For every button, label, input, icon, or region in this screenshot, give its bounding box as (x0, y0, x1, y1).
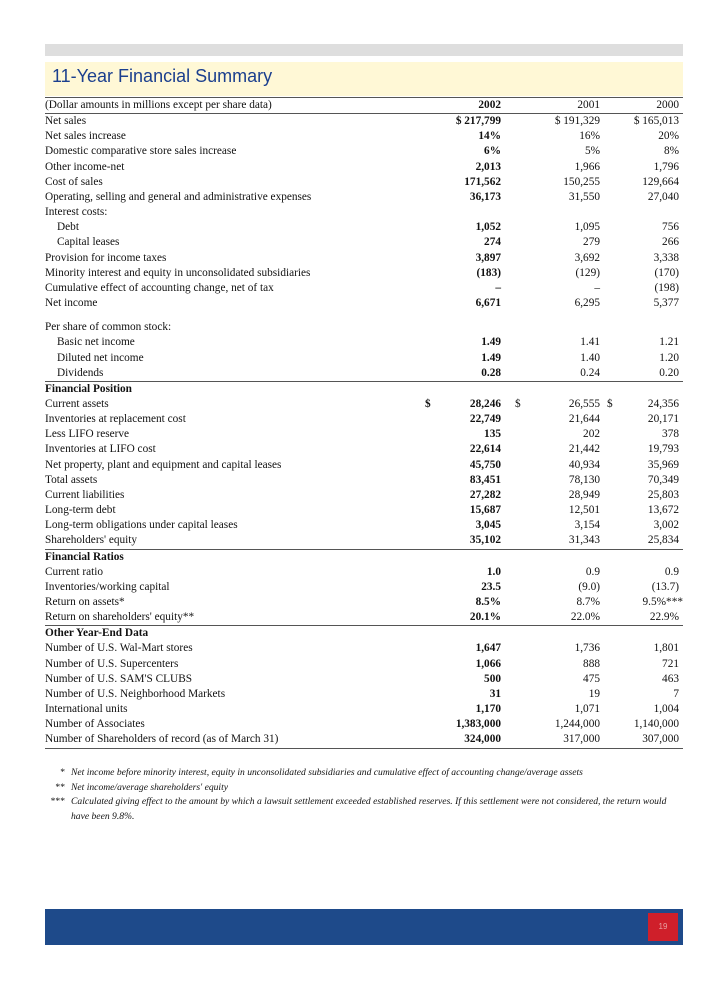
row-label: Long-term debt (45, 504, 116, 517)
value-2002: (183) (476, 266, 501, 279)
value-2000: 1,801 (653, 642, 679, 655)
table-row (45, 641, 683, 656)
value-2002: 35,102 (425, 533, 515, 549)
footnote-text: Calculated giving effect to the amount by which a lawsuit settlement exceeded established reserves. If this settlement were not considered, the return would have been 9.8%. (71, 796, 667, 822)
section-title: Financial Position (45, 382, 132, 395)
value-2000 (607, 397, 683, 412)
value-2000: 7 (673, 687, 679, 700)
value-2000: 0.20 (607, 366, 683, 382)
value-2002: 6,671 (475, 297, 501, 310)
value-2002: 1,170 (475, 703, 501, 716)
value-text: 24,356 (647, 397, 679, 410)
year-2000-header: 2000 (607, 98, 683, 114)
value-2000: 721 (662, 657, 679, 670)
value-2001: 28,949 (568, 488, 600, 501)
footnote-text: Net income/average shareholders' equity (71, 781, 229, 793)
value-2001 (515, 397, 607, 412)
row-label: Number of U.S. Wal-Mart stores (45, 642, 193, 655)
row-label: Return on shareholders' equity** (45, 610, 425, 626)
value-2002: 1.0 (486, 565, 501, 578)
value-2001: 0.9 (585, 565, 600, 578)
units-note: (Dollar amounts in millions except per share data) (45, 98, 425, 114)
value-2000: (13.7) (651, 580, 679, 593)
table-row (45, 175, 683, 190)
table-row (45, 266, 683, 281)
value-2000: 1,140,000 (633, 718, 679, 731)
table-row (45, 129, 683, 144)
dollar-sign: $ (607, 397, 613, 410)
table-row (45, 732, 683, 748)
row-label: Capital leases (57, 236, 120, 249)
value-2000: 27,040 (647, 190, 679, 203)
value-2001: 78,130 (568, 473, 600, 486)
value-2002: 2,013 (475, 160, 501, 173)
value-2000: 8% (663, 145, 679, 158)
section-header-row (45, 626, 683, 642)
value-2001: 1,071 (574, 703, 600, 716)
value-2002: 14% (478, 130, 501, 143)
table-row (45, 235, 683, 250)
table-row (45, 672, 683, 687)
section-title: Financial Ratios (45, 550, 124, 563)
spacer-row (45, 311, 683, 320)
value-2000: 463 (662, 672, 679, 685)
value-2001: 19 (588, 687, 600, 700)
table-row (45, 580, 683, 595)
value-2001: 22.0% (515, 610, 607, 626)
value-2001: 21,442 (568, 443, 600, 456)
value-2002: 23.5 (481, 580, 501, 593)
value-2002 (425, 397, 515, 412)
row-label: Net income (45, 297, 98, 310)
value-2002: 3,045 (475, 519, 501, 532)
financial-summary-table (45, 98, 683, 749)
value-2002: 3,897 (475, 251, 501, 264)
row-label: Current assets (45, 397, 109, 410)
value-2002: 171,562 (464, 175, 501, 188)
value-2000: 20,171 (647, 413, 679, 426)
section-header-row (45, 549, 683, 565)
year-2002-header: 2002 (425, 98, 515, 114)
table-row (45, 351, 683, 366)
row-label: Current ratio (45, 565, 104, 578)
value-2000: 266 (662, 236, 679, 249)
footnote (45, 795, 683, 824)
value-2002: 1,647 (475, 642, 501, 655)
row-label: Cost of sales (45, 175, 103, 188)
value-2002: 45,750 (469, 458, 501, 471)
page-title: 11-Year Financial Summary (52, 66, 273, 86)
value-2002: – (495, 281, 501, 294)
section-header-row (45, 381, 683, 397)
top-gray-bar (45, 44, 683, 56)
row-label: Current liabilities (45, 488, 125, 501)
value-2000: 0.9 (664, 565, 679, 578)
page-number: 19 (648, 913, 678, 941)
table-row (45, 320, 683, 335)
value-text: 28,246 (469, 397, 501, 410)
row-label: Other income-net (45, 160, 125, 173)
row-label: Net property, plant and equipment and capital leases (45, 458, 282, 471)
value-2001: 202 (583, 428, 600, 441)
table-row (45, 205, 683, 220)
table-row (45, 412, 683, 427)
table-row (45, 717, 683, 732)
value-2001: 40,934 (568, 458, 600, 471)
row-label: Basic net income (57, 336, 135, 349)
value-2002: 1,052 (475, 221, 501, 234)
footnote-mark: * (60, 767, 65, 778)
dollar-sign: $ (425, 397, 431, 410)
table-row (45, 657, 683, 672)
value-2000: 1.20 (659, 351, 679, 364)
value-2001: $ 191,329 (554, 115, 600, 128)
row-label: Net sales increase (45, 130, 126, 143)
value-2000: 20% (658, 130, 679, 143)
row-label: Operating, selling and general and administrative expenses (45, 190, 312, 203)
value-2001: (9.0) (578, 580, 600, 593)
table-row (45, 595, 683, 610)
row-label: Net sales (45, 115, 87, 128)
row-label: Provision for income taxes (45, 251, 167, 264)
row-label: Debt (57, 221, 79, 234)
footnote-text: Net income before minority interest, equity in unconsolidated subsidiaries and cumulative effect of accounting change/average assets (71, 767, 583, 778)
footnotes (45, 766, 683, 824)
value-2000: 25,803 (647, 488, 679, 501)
section-title: Other Year-End Data (45, 627, 149, 640)
table-row (45, 160, 683, 175)
value-2000: 70,349 (647, 473, 679, 486)
value-2002: 27,282 (469, 488, 501, 501)
row-label: Return on assets* (45, 596, 125, 608)
row-label: Total assets (45, 473, 98, 486)
value-2000: 1,796 (653, 160, 679, 173)
value-2001: 12,501 (568, 504, 600, 517)
table-header-row (45, 98, 683, 114)
value-2002: 15,687 (469, 504, 501, 517)
value-2001: 150,255 (563, 175, 600, 188)
value-2001: 31,550 (568, 190, 600, 203)
row-label: Shareholders' equity (45, 533, 425, 549)
value-2001: 1,966 (574, 160, 600, 173)
value-2002: 0.28 (425, 366, 515, 382)
table-row (45, 687, 683, 702)
value-2002: 83,451 (469, 473, 501, 486)
value-2002: $ 217,799 (455, 115, 501, 128)
value-2001: 1,244,000 (554, 718, 600, 731)
table-row (45, 488, 683, 503)
value-2002: 36,173 (469, 190, 501, 203)
row-label: Inventories at LIFO cost (45, 443, 156, 456)
value-2000: (170) (654, 266, 679, 279)
value-2000: 129,664 (642, 175, 679, 188)
value-2000: 1.21 (659, 336, 679, 349)
value-2001: (129) (575, 266, 600, 279)
value-2000: 19,793 (647, 443, 679, 456)
footnote-mark: *** (50, 796, 65, 807)
table-row (45, 296, 683, 311)
value-2001: 5% (584, 145, 600, 158)
value-2001: 1,095 (574, 221, 600, 234)
value-2000: 9.5%*** (642, 596, 683, 608)
row-label: Interest costs: (45, 206, 108, 219)
value-2001: 317,000 (515, 732, 607, 748)
value-2002: 20.1% (425, 610, 515, 626)
row-label: Number of U.S. Neighborhood Markets (45, 687, 226, 700)
table-row (45, 565, 683, 580)
value-2001: 475 (583, 672, 600, 685)
value-2000: 3,002 (653, 519, 679, 532)
value-2000: 756 (662, 221, 679, 234)
value-2002: 135 (484, 428, 501, 441)
table-row (45, 190, 683, 205)
value-2002: 1,383,000 (455, 718, 501, 731)
footer-band (45, 909, 683, 945)
value-2001: 888 (583, 657, 600, 670)
table-row (45, 366, 683, 382)
value-2001: 3,154 (574, 519, 600, 532)
value-2001: – (594, 281, 600, 294)
row-label: Number of U.S. Supercenters (45, 657, 179, 670)
value-2000: 307,000 (607, 732, 683, 748)
value-2001: 8.7% (576, 596, 600, 608)
value-2002: 22,749 (469, 413, 501, 426)
row-label: Minority interest and equity in unconsolidated subsidiaries (45, 266, 311, 279)
value-2002: 6% (484, 145, 501, 158)
table-row (45, 442, 683, 457)
table-row (45, 702, 683, 717)
value-2001: 1,736 (574, 642, 600, 655)
value-2000: (198) (654, 281, 679, 294)
year-2001-header: 2001 (515, 98, 607, 114)
value-2000: 35,969 (647, 458, 679, 471)
value-2002: 324,000 (425, 732, 515, 748)
table-row (45, 473, 683, 488)
table-row (45, 458, 683, 473)
value-2002: 1.49 (481, 336, 501, 349)
value-2000: 378 (662, 428, 679, 441)
value-2001: 1.40 (580, 351, 600, 364)
table-row (45, 335, 683, 350)
row-label: Number of Associates (45, 718, 145, 731)
table-row (45, 518, 683, 533)
value-2000: 3,338 (653, 251, 679, 264)
value-2001: 279 (583, 236, 600, 249)
row-label: Dividends (45, 366, 425, 382)
dollar-sign: $ (515, 397, 521, 410)
table-row (45, 220, 683, 235)
row-label: Inventories at replacement cost (45, 413, 186, 426)
value-2000: 5,377 (653, 297, 679, 310)
value-2001: 1.41 (580, 336, 600, 349)
value-2001: 3,692 (574, 251, 600, 264)
value-2001: 21,644 (568, 413, 600, 426)
row-label: Diluted net income (57, 351, 144, 364)
row-label: Number of Shareholders of record (as of March 31) (45, 732, 425, 748)
table-row (45, 144, 683, 159)
row-label: Number of U.S. SAM'S CLUBS (45, 672, 193, 685)
value-2000: 22.9% (607, 610, 683, 626)
table-row (45, 114, 683, 130)
table-row (45, 610, 683, 626)
table-row (45, 503, 683, 518)
value-2000: 25,834 (607, 533, 683, 549)
value-2002: 8.5% (475, 596, 501, 608)
table-row (45, 427, 683, 442)
value-2002: 1.49 (481, 351, 501, 364)
value-2002: 1,066 (475, 657, 501, 670)
row-label: Cumulative effect of accounting change, net of tax (45, 281, 274, 294)
value-2001: 6,295 (574, 297, 600, 310)
row-label: Inventories/working capital (45, 580, 170, 593)
footnote (45, 781, 683, 796)
value-2001: 16% (579, 130, 600, 143)
value-2001: 31,343 (515, 533, 607, 549)
value-2000: $ 165,013 (633, 115, 679, 128)
value-2000: 1,004 (653, 703, 679, 716)
row-label: Domestic comparative store sales increase (45, 145, 237, 158)
table-row (45, 281, 683, 296)
table-row (45, 533, 683, 549)
row-label: Long-term obligations under capital leases (45, 519, 238, 532)
row-label: Per share of common stock: (45, 321, 172, 334)
table-row (45, 251, 683, 266)
value-2002: 31 (489, 687, 501, 700)
footnote (45, 766, 683, 781)
value-2002: 500 (484, 672, 501, 685)
row-label: Less LIFO reserve (45, 428, 130, 441)
value-text: 26,555 (568, 397, 600, 410)
footnote-mark: ** (55, 781, 65, 793)
row-label: International units (45, 703, 128, 716)
value-2002: 274 (484, 236, 501, 249)
table-row (45, 397, 683, 412)
value-2002: 22,614 (469, 443, 501, 456)
value-2001: 0.24 (515, 366, 607, 382)
value-2000: 13,672 (647, 504, 679, 517)
